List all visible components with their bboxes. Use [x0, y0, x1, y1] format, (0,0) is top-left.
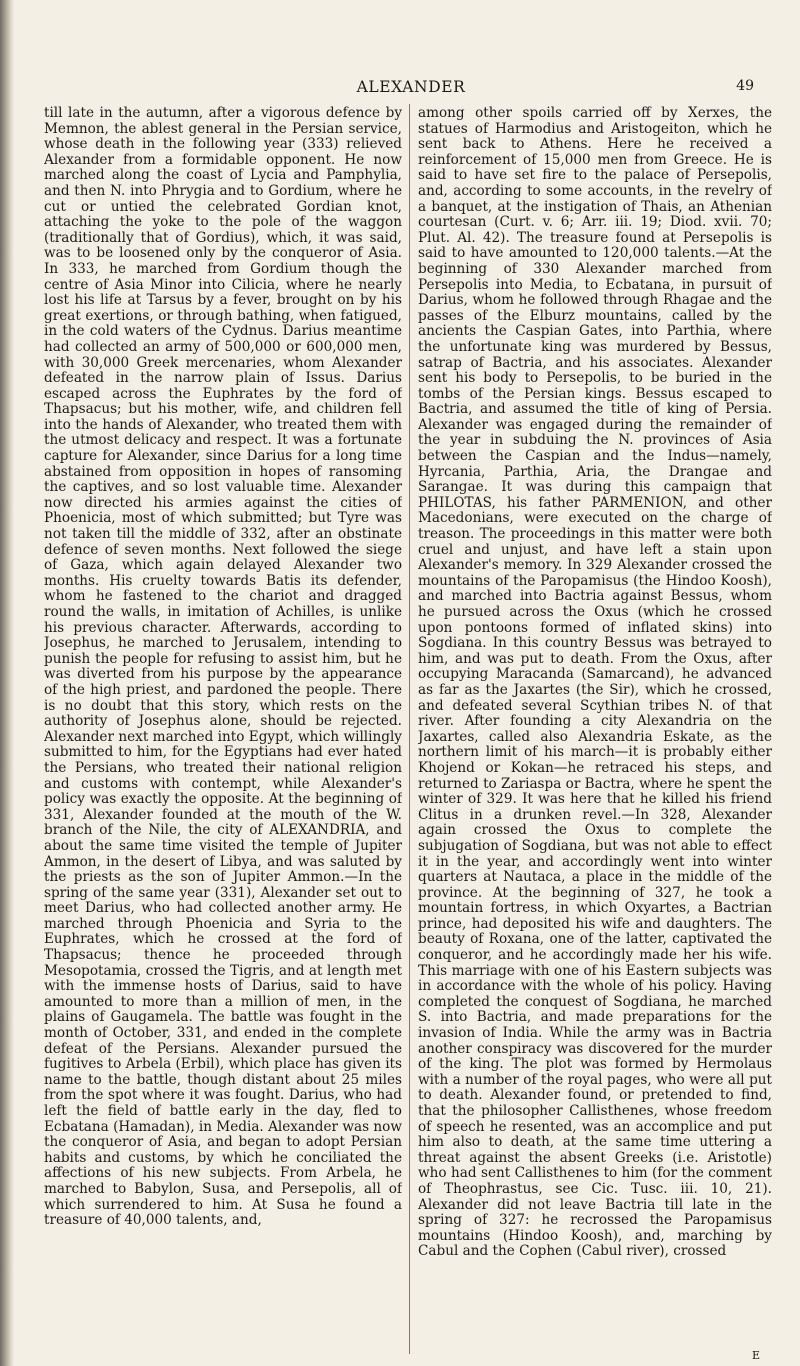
column-divider	[409, 104, 410, 1354]
page-number: 49	[736, 78, 754, 94]
signature-mark: E	[751, 1349, 760, 1362]
right-column	[418, 106, 772, 1352]
left-column-text: till late in the autumn, after a vigorous defence by Memnon, the ablest general in the Persian service, whose death in the following year (333) relieved Alexander from a formidable opponent. He now marched along the coast of Lycia and Pamphylia, and then N. into Phrygia and to Gordium, where he cut or untied the celebrated Gordian knot, attaching the yoke to the pole of the waggon (traditionally that of Gordius), which, it was said, was to be loosened only by the conqueror of Asia. In 333, he marched from Gordium though the centre of Asia Minor into Cilicia, where he nearly lost his life at Tarsus by a fever, brought on by his great exertions, or through bathing, when fatigued, in the cold waters of the Cydnus. Darius meantime had collected an army of 500,000 or 600,000 men, with 30,000 Greek mercenaries, whom Alexander defeated in the narrow plain of Issus. Darius escaped across the Euphrates by the ford of Thapsacus; but his mother, wife, and children fell into the hands of Alexander, who treated them with the utmost delicacy and respect. It was a fortunate capture for Alexander, since Darius for a long time abstained from opposition in hopes of ransoming the captives, and so lost valuable time. Alexander now directed his armies against the cities of Phoenicia, most of which submitted; but Tyre was not taken till the middle of 332, after an obstinate defence of seven months. Next followed the siege of Gaza, which again delayed Alexander two months. His cruelty towards Batis its defender, whom he fastened to the chariot and dragged round the walls, in imitation of Achilles, is unlike his previous character. Afterwards, according to Josephus, he marched to Jerusalem, intending to punish the people for refusing to assist him, but he was diverted from his purpose by the appearance of the high priest, and pardoned the people. There is no doubt that this story, which rests on the authority of Josephus alone, should be rejected. Alexander next marched into Egypt, which willingly submitted to him, for the Egyptians had ever hated the Persians, who treated their national religion and customs with contempt, while Alexander's policy was exactly the opposite. At the beginning of 331, Alexander founded at the mouth of the W. branch of the Nile, the city of ALEXANDRIA, and about the same time visited the temple of Jupiter Ammon, in the desert of Libya, and was saluted by the priests as the son of Jupiter Ammon.—In the spring of the same year (331), Alexander set out to meet Darius, who had collected another army. He marched through Phoenicia and Syria to the Euphrates, which he crossed at the ford of Thapsacus; thence he proceeded through Mesopotamia, crossed the Tigris, and at length met with the immense hosts of Darius, said to have amounted to more than a million of men, in the plains of Gaugamela. The battle was fought in the month of October, 331, and ended in the complete defeat of the Persians. Alexander pursued the fugitives to Arbela (Erbil), which place has given its name to the battle, though distant about 25 miles from the spot where it was fought. Darius, who had left the field of battle early in the day, fled to Ecbatana (Hamadan), in Media. Alexander was now the conqueror of Asia, and began to adopt Persian habits and customs, by which he conciliated the affections of his new subjects. From Arbela, he marched to Babylon, Susa, and Persepolis, all of which surrendered to him. At Susa he found a treasure of 40,000 talents, and,	[44, 106, 402, 1229]
running-title: ALEXANDER	[356, 78, 466, 96]
right-column-text: among other spoils carried off by Xerxes, the statues of Harmodius and Aristogeiton, which he sent back to Athens. Here he received a reinforcement of 15,000 men from Greece. He is said to have set fire to the palace of Persepolis, and, according to some accounts, in the revelry of a banquet, at the instigation of Thais, an Athenian courtesan (Curt. v. 6; Arr. iii. 19; Diod. xvii. 70; Plut. Al. 42). The treasure found at Persepolis is said to have amounted to 120,000 talents.—At the beginning of 330 Alexander marched from Persepolis into Media, to Ecbatana, in pursuit of Darius, whom he followed through Rhagae and the passes of the Elburz mountains, called by the ancients the Caspian Gates, into Parthia, where the unfortunate king was murdered by Bessus, satrap of Bactria, and his associates. Alexander sent his body to Persepolis, to be buried in the tombs of the Persian kings. Bessus escaped to Bactria, and assumed the title of king of Persia. Alexander was engaged during the remainder of the year in subduing the N. provinces of Asia between the Caspian and the Indus—namely, Hyrcania, Parthia, Aria, the Drangae and Sarangae. It was during this campaign that PHILOTAS, his father PARMENION, and other Macedonians, were executed on the charge of treason. The proceedings in this matter were both cruel and unjust, and have left a stain upon Alexander's memory. In 329 Alexander crossed the mountains of the Paropamisus (the Hindoo Koosh), and marched into Bactria against Bessus, whom he pursued across the Oxus (which he crossed upon pontoons formed of inflated skins) into Sogdiana. In this country Bessus was betrayed to him, and was put to death. From the Oxus, after occupying Maracanda (Samarcand), he advanced as far as the Jaxartes (the Sir), which he crossed, and defeated several Scythian tribes N. of that river. After founding a city Alexandria on the Jaxartes, called also Alexandria Eskate, as the northern limit of his march—it is probably either Khojend or Kokan—he retraced his steps, and returned to Zariaspa or Bactra, where he spent the winter of 329. It was here that he killed his friend Clitus in a drunken revel.—In 328, Alexander again crossed the Oxus to complete the subjugation of Sogdiana, but was not able to effect it in the year, and accordingly went into winter quarters at Nautaca, a place in the middle of the province. At the beginning of 327, he took a mountain fortress, in which Oxyartes, a Bactrian prince, had deposited his wife and daughters. The beauty of Roxana, one of the latter, captivated the conqueror, and he accordingly made her his wife. This marriage with one of his Eastern subjects was in accordance with the whole of his policy. Having completed the conquest of Sogdiana, he marched S. into Bactria, and made preparations for the invasion of India. While the army was in Bactria another conspiracy was discovered for the murder of the king. The plot was formed by Hermolaus with a number of the royal pages, who were all put to death. Alexander found, or pretended to find, that the philosopher Callisthenes, whose freedom of speech he resented, was an accomplice and put him also to death, at the same time uttering a threat against the absent Greeks (i.e. Aristotle) who had sent Callisthenes to him (for the comment of Theophrastus, see Cic. Tusc. iii. 10, 21). Alexander did not leave Bactria till late in the spring of 327: he recrossed the Paropamisus mountains (Hindoo Koosh), and, marching by Cabul and the Cophen (Cabul river), crossed	[418, 106, 772, 1260]
left-column	[44, 106, 402, 1352]
page-binding-shadow	[0, 0, 14, 1366]
running-header	[60, 76, 762, 98]
